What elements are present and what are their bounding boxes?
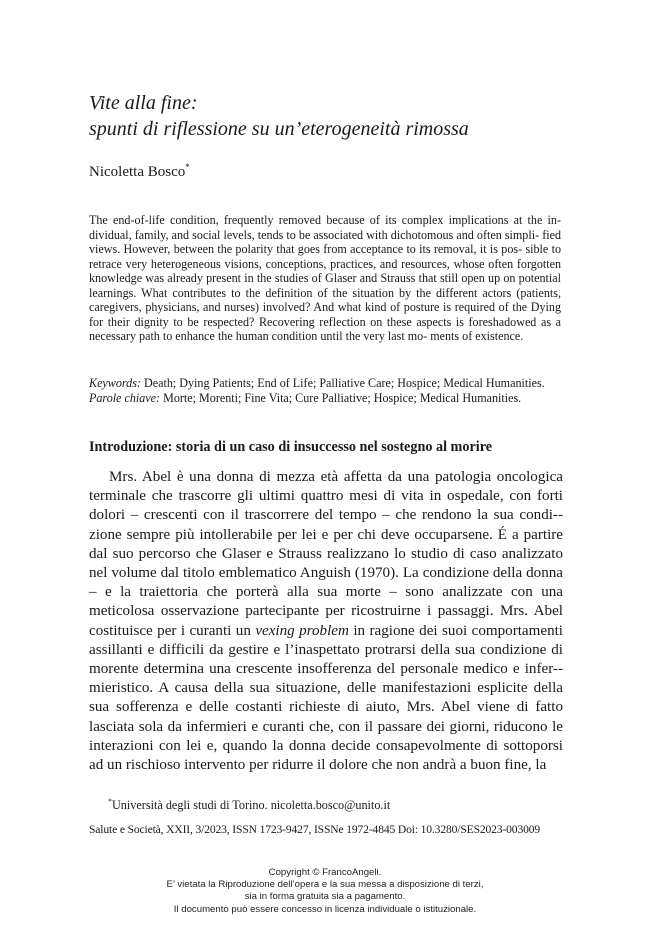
keywords-block: [89, 376, 569, 405]
keywords-english: [89, 376, 569, 391]
copyright-line-3: sia in forma gratuita sia a pagamento.: [244, 891, 406, 903]
copyright-line-4: Il documento può essere concesso in licenza individuale o istituzionale.: [173, 903, 477, 915]
abstract-line-2: dividual, family, and social levels, tends to be associated with dichotomous and often simpli-: [89, 227, 540, 242]
keywords-values: Death; Dying Patients; End of Life; Palliative Care; Hospice; Medical Humanities.: [144, 376, 545, 390]
parole-chiave-values: Morte; Morenti; Fine Vita; Cure Palliative; Hospice; Medical Humanities.: [163, 390, 522, 405]
footnote-marker: *: [108, 797, 112, 806]
abstract-line-1: The end-of-life condition, frequently removed because of its complex implications at the in-: [89, 213, 561, 227]
title-line-2: spunti di riflessione su un’eterogeneità rimossa: [89, 118, 469, 140]
footnote-text: Università degli studi di Torino. nicoletta.bosco@unito.it: [112, 798, 391, 812]
abstract-line-3: fied views. However, between the polarity that goes from acceptance to its removal, it is pos-: [89, 227, 561, 256]
copyright-line-1: Copyright © FrancoAngeli.: [268, 867, 382, 878]
paragraph-italic-term: vexing problem: [255, 622, 349, 639]
section-heading: Introduzione: storia di un caso di insuccesso nel sostegno al morire: [89, 439, 493, 455]
abstract-end: ments of existence.: [430, 329, 524, 343]
body-paragraph: [89, 468, 563, 775]
paragraph-text-end: in ragione dei suoi comportamenti assillanti e difficili da gestire e l’inaspettato protrarsi della sua condizione di morente determina una crescente insofferenza del personale medico e infer-mieristico. A causa della sua situazione, delle manifestazioni esplicite della sua sofferenza e delle costanti richieste di aiuto, Mrs. Abel viene di fatto lasciata sola da infermieri e curanti che, con il passare dei giorni, riducono le interazioni con lei e, quando la donna decide consapevolmente di sottoporsi ad un rischioso intervento per ridurre il dolore che non andrà a buon fine, la: [89, 622, 564, 774]
affiliation-footnote: [108, 794, 390, 813]
copyright-line-2: E’ vietata la Riproduzione dell’opera e la sua messa a disposizione di terzi,: [166, 879, 484, 891]
abstract: [89, 213, 561, 344]
author-footnote-marker: *: [185, 162, 190, 172]
keywords-label: Keywords:: [89, 376, 141, 390]
title-line-1: Vite alla fine:: [89, 92, 198, 114]
copyright-notice: [0, 867, 650, 916]
author-line: [89, 158, 190, 181]
article-title: [89, 90, 569, 142]
parole-chiave-label: Parole chiave:: [89, 390, 161, 405]
keywords-italian: [89, 391, 569, 406]
paragraph-text-start: Mrs. Abel è una donna di mezza età affetta da una patologia oncologica terminale che trascorre gli ultimi quattro mesi di vita in ospedale, con forti dolori – crescenti con il trascorrere del tempo – che rendono la sua condi-zione sempre più intollerabile per lei e per chi deve occuparsene. É a partire dal suo percorso che Glaser e Strauss realizzano lo studio di caso analizzato nel volume dal titolo emblematico Anguish (1970). La condizione della donna – e la traiettoria che porterà alla sua morte – sono analizzate con una meticolosa osservazione partecipante per ricostruirne i passaggi. Mrs. Abel costituisce per i curanti un: [89, 469, 563, 639]
abstract-body: sible to retrace very heterogeneous visions, conceptions, practices, and resources, whose often forgotten knowledge was already present in the studies of Glaser and Strauss that still open up on potential learnings. What contributes to the definition of the situation by the different actors (patients, caregivers, physicians, and nurses) involved? And what kind of posture is required of the Dying for their dignity to be respected? Recovering reflection on these aspects is foreshadowed as a necessary path to enhance the human condition until the very last mo-: [89, 242, 561, 343]
author-name: Nicoletta Bosco: [89, 164, 186, 180]
journal-reference: Salute e Società, XXII, 3/2023, ISSN 1723-9427, ISSNe 1972-4845 Doi: 10.3280/SES2023-003009: [89, 823, 541, 836]
